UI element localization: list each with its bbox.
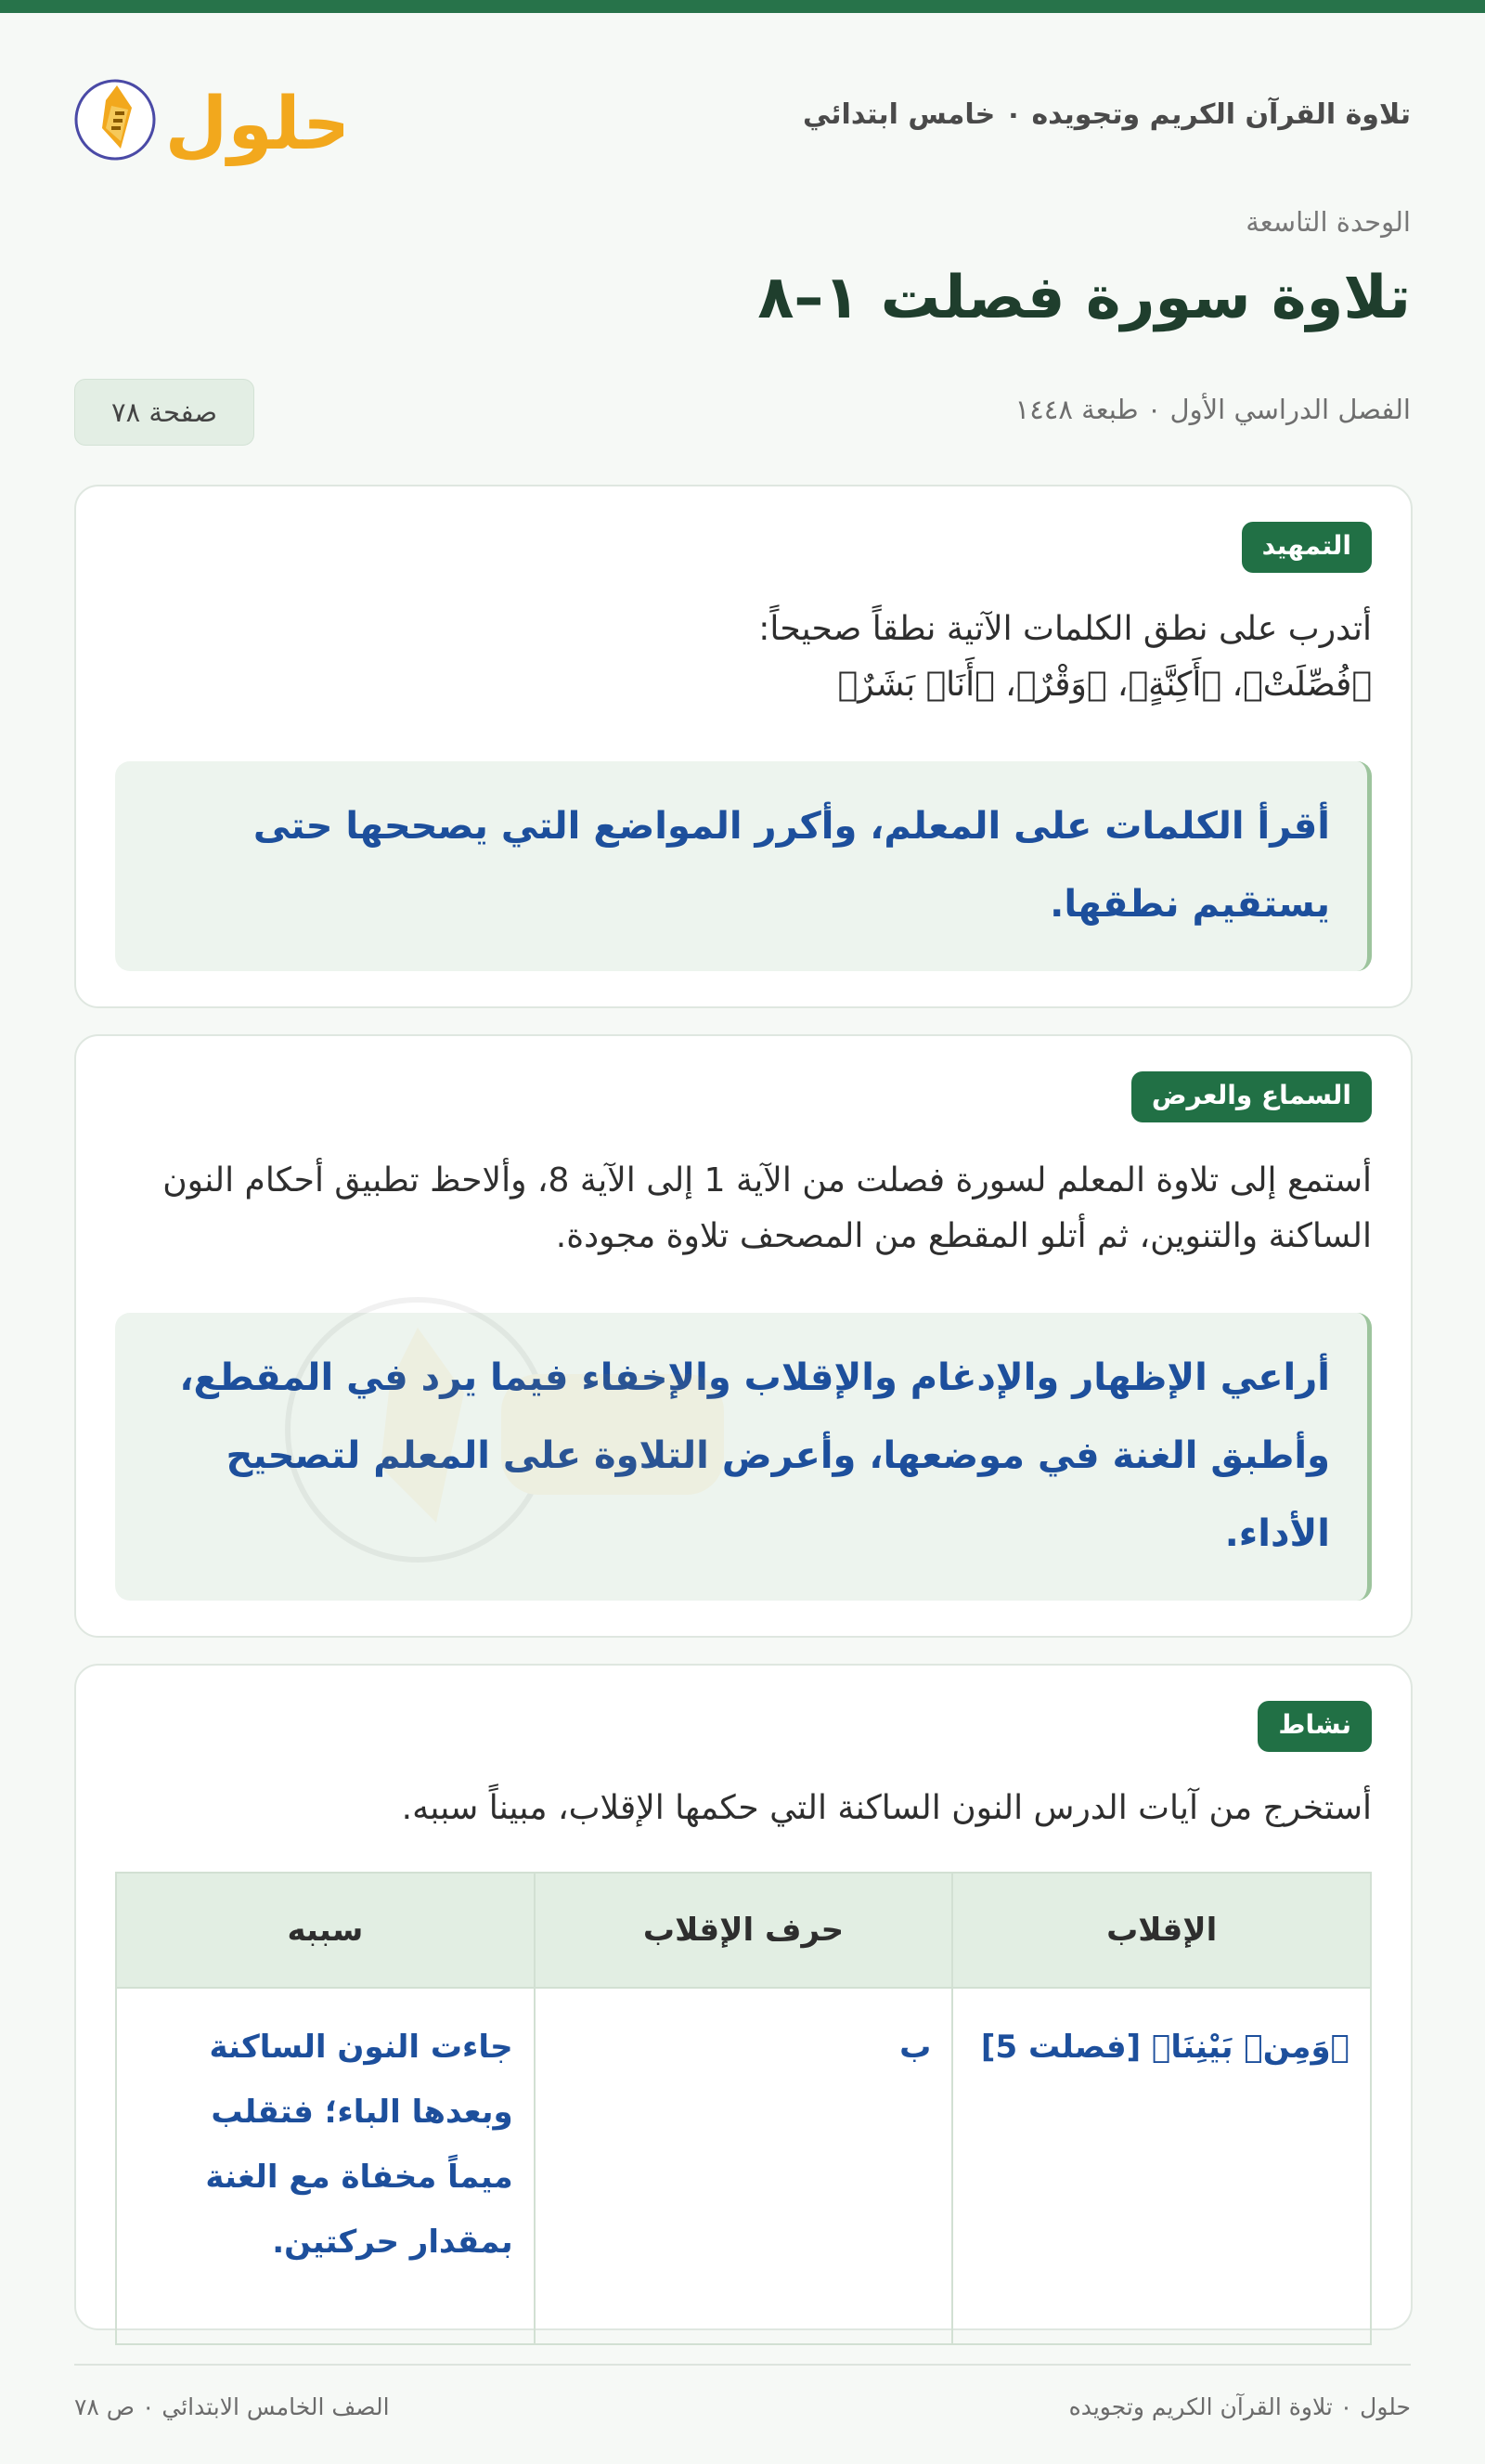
activity-card xyxy=(74,1664,1413,2330)
activity-tag: نشاط xyxy=(1258,1701,1372,1752)
book-title: تلاوة القرآن الكريم وتجويده ٠ خامس ابتدائي xyxy=(802,98,1411,131)
page-header xyxy=(74,63,1411,175)
activity-instruction: أستخرج من آيات الدرس النون الساكنة التي حكمها الإقلاب، مبيناً سببه. xyxy=(401,1789,1372,1827)
intro-line-1: أتدرب على نطق الكلمات الآتية نطقاً صحيحاً: xyxy=(758,610,1372,648)
unit-label: الوحدة التاسعة xyxy=(1246,206,1411,238)
hulul-logo-icon xyxy=(74,63,343,175)
listening-card xyxy=(74,1034,1413,1638)
lesson-title: تلاوة سورة فصلت ١–٨ xyxy=(757,264,1411,332)
table-cell: ب xyxy=(535,1988,953,2344)
hulul-logo[interactable] xyxy=(74,63,343,175)
footer-page: الصف الخامس الابتدائي ٠ ص ٧٨ xyxy=(74,2393,390,2420)
table-header-cell: سببه xyxy=(116,1873,535,1988)
svg-text:حلول: حلول xyxy=(164,83,343,166)
listening-instruction: أستمع إلى تلاوة المعلم لسورة فصلت من الآية 1 إلى الآية 8، وألاحظ تطبيق أحكام النون الساكنة والتنوين، ثم أتلو المقطع من المصحف تلاوة مجودة. xyxy=(162,1161,1372,1255)
table-row xyxy=(116,1988,1371,2344)
listening-tag: السماع والعرض xyxy=(1131,1071,1372,1122)
page-number-badge: صفحة ٧٨ xyxy=(74,379,254,446)
footer-divider xyxy=(74,2364,1411,2366)
listening-answer: أراعي الإظهار والإدغام والإقلاب والإخفاء فيما يرد في المقطع، وأطبق الغنة في موضعها، وأعرض التلاوة على المعلم لتصحيح الأداء. xyxy=(115,1313,1372,1601)
intro-tag: التمهيد xyxy=(1242,522,1372,573)
activity-table xyxy=(115,1872,1372,2345)
lesson-meta: الفصل الدراسي الأول ٠ طبعة ١٤٤٨ xyxy=(1014,394,1411,425)
table-header-cell: حرف الإقلاب xyxy=(535,1873,953,1988)
intro-instruction xyxy=(115,602,1372,713)
table-cell: جاءت النون الساكنة وبعدها الباء؛ فتقلب ميماً مخفاة مع الغنة بمقدار حركتين. xyxy=(116,1988,535,2344)
intro-answer: أقرأ الكلمات على المعلم، وأكرر المواضع التي يصححها حتى يستقيم نطقها. xyxy=(115,761,1372,971)
table-cell: ﴿وَمِنۢ بَيْنِنَا﴾ [فصلت 5] xyxy=(952,1988,1371,2344)
intro-words: ﴿فُصِّلَتْ﴾، ﴿أَكِنَّةٍ﴾، ﴿وَقْرٌ﴾، ﴿أَنَا۠ بَشَرٌ﴾ xyxy=(837,666,1372,704)
top-accent-bar xyxy=(0,0,1485,13)
footer-source: حلول ٠ تلاوة القرآن الكريم وتجويده xyxy=(1068,2393,1411,2420)
intro-card xyxy=(74,485,1413,1008)
table-header-cell: الإقلاب xyxy=(952,1873,1371,1988)
table-header-row xyxy=(116,1873,1371,1988)
